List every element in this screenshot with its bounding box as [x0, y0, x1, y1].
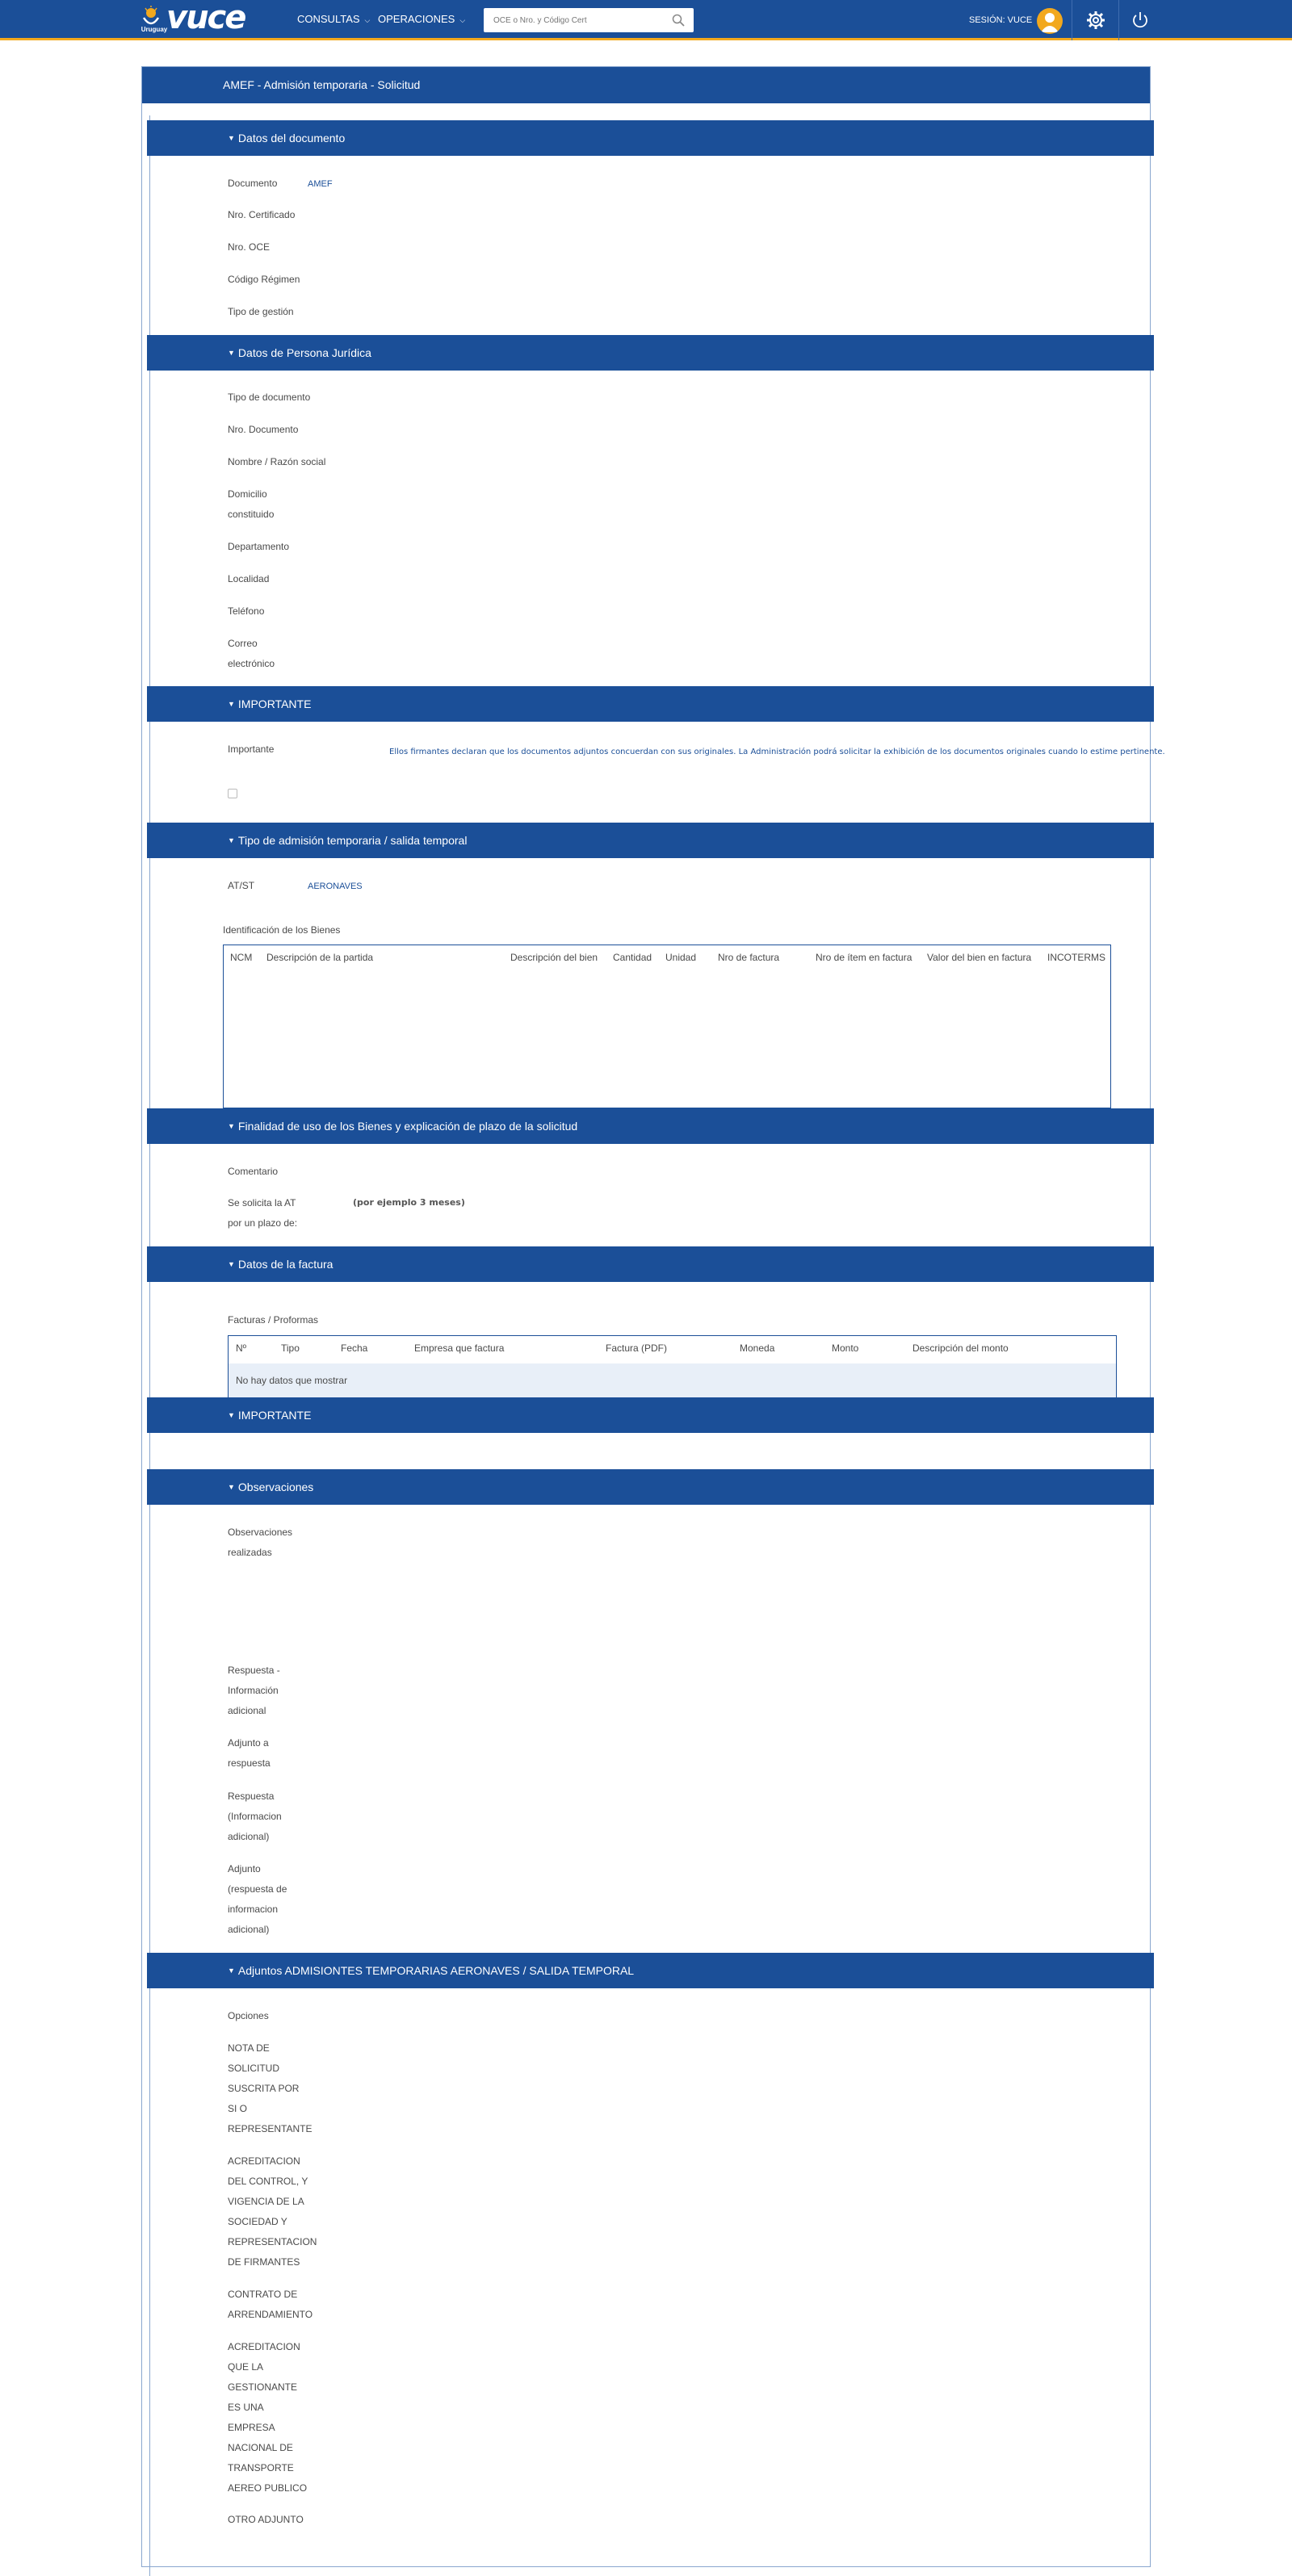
section-header-finalidad[interactable]	[147, 1108, 1154, 1144]
caret-down-icon: ▼	[228, 700, 235, 708]
chevron-down-icon: ⌵	[459, 16, 466, 24]
logo-wordmark: vuce	[166, 0, 245, 36]
divider	[1118, 0, 1119, 40]
caret-down-icon: ▼	[228, 134, 235, 142]
section-title: Adjuntos ADMISIONTES TEMPORARIAS AERONAVES / SALIDA TEMPORAL	[237, 1964, 635, 1977]
column-header[interactable]: Moneda	[740, 1342, 775, 1354]
facturas-table	[228, 1335, 1117, 1398]
page-title: AMEF - Admisión temporaria - Solicitud	[142, 67, 1150, 103]
section-title: Datos de la factura	[237, 1258, 333, 1271]
search-icon[interactable]	[671, 13, 686, 27]
section-title: IMPORTANTE	[237, 1409, 312, 1422]
column-header[interactable]: Descripción de la partida	[266, 952, 374, 963]
field-label-adjunto-respuesta: Adjunto a respuesta	[228, 1737, 271, 1769]
caret-down-icon: ▼	[228, 349, 235, 357]
section-title: Datos del documento	[237, 132, 346, 145]
column-header[interactable]: Valor del bien en factura	[927, 952, 1032, 963]
gear-icon[interactable]	[1086, 10, 1105, 30]
nav-operaciones-label: OPERACIONES	[378, 13, 455, 25]
search-box	[484, 8, 694, 32]
column-header[interactable]: Cantidad	[613, 952, 652, 963]
table-title-bienes: Identificación de los Bienes	[223, 924, 341, 936]
declaration-text: Ellos firmantes declaran que los documentos adjuntos concuerdan con sus originales. La Administración podrá solicitar la exhibición de los documentos originales cuando lo estime pertinente.	[389, 748, 1165, 756]
plazo-hint: (por ejemplo 3 meses)	[353, 1197, 465, 1208]
field-label-tipo-gestion: Tipo de gestión	[228, 306, 294, 317]
field-value-documento: AMEF	[308, 179, 333, 189]
section-title: Datos de Persona Jurídica	[237, 346, 371, 359]
caret-down-icon: ▼	[228, 1483, 235, 1491]
field-label-tipo-documento: Tipo de documento	[228, 392, 311, 403]
field-value-at-st: AERONAVES	[308, 882, 363, 891]
field-label-nro-oce: Nro. OCE	[228, 241, 271, 253]
bienes-table	[223, 945, 1111, 1108]
column-header[interactable]: Unidad	[665, 952, 697, 963]
field-label-comentario: Comentario	[228, 1166, 279, 1177]
user-avatar[interactable]	[1037, 8, 1063, 34]
attachment-acreditacion-control: ACREDITACION DEL CONTROL, Y VIGENCIA DE LA SOCIEDAD Y REPRESENTACION DE FIRMANTES	[228, 2155, 317, 2268]
panel-inner-border	[149, 115, 150, 2576]
section-header-persona-juridica[interactable]	[147, 335, 1154, 371]
section-header-tipo-admision[interactable]	[147, 823, 1154, 858]
caret-down-icon: ▼	[228, 1967, 235, 1975]
field-label-nro-certificado: Nro. Certificado	[228, 209, 296, 220]
field-label-plazo: Se solicita la AT por un plazo de:	[228, 1197, 298, 1229]
field-label-departamento: Departamento	[228, 541, 290, 552]
logo-country: Uruguay	[141, 26, 168, 33]
section-title: IMPORTANTE	[237, 697, 312, 710]
column-header[interactable]: Descripción del bien	[510, 952, 598, 963]
field-label-correo: Correo electrónico	[228, 638, 275, 669]
nav-operaciones[interactable]	[378, 13, 465, 25]
power-icon[interactable]	[1130, 10, 1150, 30]
attachment-otro: OTRO ADJUNTO	[228, 2514, 304, 2525]
chevron-down-icon: ⌵	[364, 16, 371, 24]
column-header[interactable]: Monto	[832, 1342, 859, 1354]
section-title: Observaciones	[237, 1481, 314, 1493]
field-label-opciones: Opciones	[228, 2010, 269, 2021]
column-header[interactable]: Empresa que factura	[414, 1342, 505, 1354]
caret-down-icon: ▼	[228, 1122, 235, 1130]
column-header[interactable]: NCM	[230, 952, 253, 963]
section-title: Finalidad de uso de los Bienes y explicación de plazo de la solicitud	[237, 1120, 578, 1133]
column-header[interactable]: Fecha	[341, 1342, 368, 1354]
search-input[interactable]	[484, 8, 653, 32]
table-title-facturas: Facturas / Proformas	[228, 1314, 319, 1326]
column-header[interactable]: Factura (PDF)	[606, 1342, 668, 1354]
field-label-domicilio: Domicilio constituido	[228, 488, 275, 520]
attachment-nota-solicitud: NOTA DE SOLICITUD SUSCRITA POR SI O REPRESENTANTE	[228, 2042, 313, 2134]
field-label-documento: Documento	[228, 178, 278, 189]
nav-consultas-label: CONSULTAS	[297, 13, 360, 25]
section-header-observaciones[interactable]	[147, 1469, 1154, 1505]
field-label-respuesta-info: Respuesta - Información adicional	[228, 1665, 280, 1716]
column-header[interactable]: Nº	[236, 1342, 247, 1354]
column-header[interactable]: Tipo	[281, 1342, 300, 1354]
attachment-acreditacion-empresa: ACREDITACION QUE LA GESTIONANTE ES UNA EMPRESA NACIONAL DE TRANSPORTE AEREO PUBLICO	[228, 2341, 308, 2494]
field-label-adjunto-adicional: Adjunto (respuesta de informacion adicional)	[228, 1863, 287, 1935]
caret-down-icon: ▼	[228, 836, 235, 844]
field-label-nombre: Nombre / Razón social	[228, 456, 326, 467]
caret-down-icon: ▼	[228, 1260, 235, 1268]
column-header[interactable]: Nro de factura	[718, 952, 780, 963]
caret-down-icon: ▼	[228, 1411, 235, 1419]
section-header-importante-2[interactable]	[147, 1397, 1154, 1433]
declaration-checkbox[interactable]	[228, 789, 237, 798]
field-label-respuesta-adicional: Respuesta (Informacion adicional)	[228, 1791, 282, 1842]
user-icon	[1037, 8, 1063, 34]
nav-consultas[interactable]	[297, 13, 370, 25]
field-label-localidad: Localidad	[228, 573, 270, 584]
column-header[interactable]: Descripción del monto	[912, 1342, 1009, 1354]
vuce-logo[interactable]	[141, 0, 258, 36]
attachment-contrato: CONTRATO DE ARRENDAMIENTO	[228, 2289, 313, 2320]
field-label-nro-documento: Nro. Documento	[228, 424, 299, 435]
section-header-importante[interactable]	[147, 686, 1154, 722]
empty-table-message: No hay datos que mostrar	[229, 1363, 1116, 1397]
field-label-at-st: AT/ST	[228, 880, 255, 891]
section-header-datos-documento[interactable]	[147, 120, 1154, 156]
field-label-importante: Importante	[228, 743, 275, 755]
field-label-telefono: Teléfono	[228, 605, 265, 617]
section-title: Tipo de admisión temporaria / salida temporal	[237, 834, 468, 847]
column-header[interactable]: Nro de ítem en factura	[816, 952, 912, 963]
top-navbar	[0, 0, 1292, 40]
field-label-codigo-regimen: Código Régimen	[228, 274, 300, 285]
section-header-adjuntos[interactable]	[147, 1953, 1154, 1988]
section-header-factura[interactable]	[147, 1246, 1154, 1282]
field-label-observaciones: Observaciones realizadas	[228, 1527, 293, 1558]
column-header[interactable]: INCOTERMS	[1047, 952, 1105, 963]
session-label: SESIÓN: VUCE	[969, 15, 1033, 25]
